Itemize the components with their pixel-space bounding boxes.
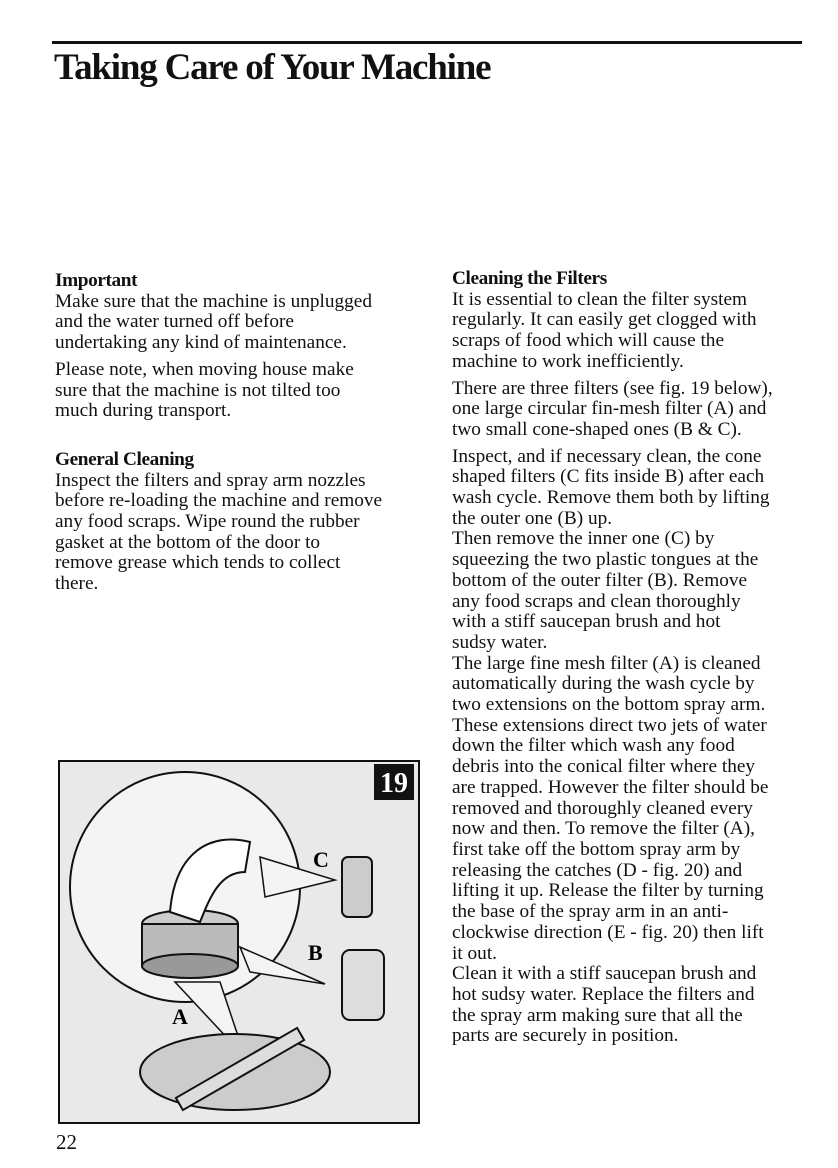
- text-line: sure that the machine is not tilted too: [55, 379, 341, 401]
- page-title: Taking Care of Your Machine: [54, 47, 491, 88]
- text-line: lifting it up. Release the filter by turning: [452, 880, 764, 902]
- paragraph: [55, 292, 435, 354]
- section-heading: Important: [55, 270, 138, 291]
- text-line: are trapped. However the filter should be: [452, 776, 769, 798]
- text-line: These extensions direct two jets of water: [452, 714, 767, 736]
- text-line: machine to work inefficiently.: [452, 350, 684, 372]
- text-line: squeezing the two plastic tongues at the: [452, 549, 759, 571]
- figure-number: 19: [380, 768, 408, 799]
- text-line: Make sure that the machine is unplugged: [55, 290, 372, 312]
- text-line: Please note, when moving house make: [55, 358, 354, 380]
- filter-illustration: [60, 762, 418, 1122]
- label-b: B: [308, 940, 323, 965]
- title-rule: [52, 41, 802, 44]
- text-line: and the water turned off before: [55, 311, 294, 333]
- text-line: bottom of the outer filter (B). Remove: [452, 569, 748, 591]
- text-line: removed and thoroughly cleaned every: [452, 797, 753, 819]
- text-line: the spray arm making sure that all the: [452, 1004, 743, 1026]
- filter-c-drawing: [342, 857, 372, 917]
- paragraph: [55, 471, 435, 595]
- text-line: any food scraps and clean thoroughly: [452, 590, 741, 612]
- paragraph: [452, 379, 832, 441]
- text-line: first take off the bottom spray arm by: [452, 838, 741, 860]
- text-line: two small cone-shaped ones (B & C).: [452, 418, 742, 440]
- text-line: remove grease which tends to collect: [55, 552, 341, 574]
- text-line: the base of the spray arm in an anti-: [452, 901, 729, 923]
- text-line: The large fine mesh filter (A) is cleaned: [452, 652, 761, 674]
- section-heading: Cleaning the Filters: [452, 268, 607, 289]
- text-line: any food scraps. Wipe round the rubber: [55, 511, 360, 533]
- text-line: two extensions on the bottom spray arm.: [452, 694, 766, 716]
- right-column: [452, 269, 832, 1053]
- text-line: with a stiff saucepan brush and hot: [452, 611, 721, 633]
- text-line: releasing the catches (D - fig. 20) and: [452, 859, 743, 881]
- text-line: down the filter which wash any food: [452, 735, 735, 757]
- text-line: now and then. To remove the filter (A),: [452, 818, 755, 840]
- left-column: [55, 271, 435, 601]
- paragraph: [452, 447, 832, 1047]
- paragraph: [55, 360, 435, 422]
- text-line: wash cycle. Remove them both by lifting: [452, 487, 770, 509]
- text-line: sudsy water.: [452, 631, 548, 653]
- text-line: shaped filters (C fits inside B) after each: [452, 466, 765, 488]
- section-heading: General Cleaning: [55, 448, 194, 470]
- label-c: C: [313, 847, 329, 872]
- text-line: there.: [55, 573, 99, 595]
- text-line: much during transport.: [55, 400, 232, 422]
- text-line: Inspect, and if necessary clean, the cone: [452, 445, 762, 467]
- text-line: Clean it with a stiff saucepan brush and: [452, 963, 757, 985]
- text-line: Inspect the filters and spray arm nozzles: [55, 469, 366, 491]
- text-line: one large circular fin-mesh filter (A) and: [452, 398, 767, 420]
- text-line: undertaking any kind of maintenance.: [55, 332, 347, 354]
- text-line: parts are securely in position.: [452, 1025, 679, 1047]
- text-line: regularly. It can easily get clogged with: [452, 309, 757, 331]
- page-number: 22: [56, 1130, 77, 1154]
- text-line: automatically during the wash cycle by: [452, 673, 755, 695]
- filter-b-drawing: [342, 950, 384, 1020]
- paragraph: [452, 290, 832, 373]
- section-gap: [55, 428, 435, 450]
- text-line: it out.: [452, 942, 497, 964]
- text-line: There are three filters (see fig. 19 below),: [452, 377, 773, 399]
- label-a: A: [172, 1004, 188, 1029]
- figure-19-filters: [58, 760, 420, 1124]
- text-line: debris into the conical filter where they: [452, 756, 756, 778]
- text-line: hot sudsy water. Replace the filters and: [452, 983, 755, 1005]
- text-line: It is essential to clean the filter system: [452, 288, 748, 310]
- text-line: clockwise direction (E - fig. 20) then lift: [452, 921, 764, 943]
- text-line: Then remove the inner one (C) by: [452, 528, 715, 550]
- text-line: gasket at the bottom of the door to: [55, 531, 321, 553]
- text-line: before re-loading the machine and remove: [55, 490, 383, 512]
- text-line: the outer one (B) up.: [452, 507, 613, 529]
- text-line: scraps of food which will cause the: [452, 330, 724, 352]
